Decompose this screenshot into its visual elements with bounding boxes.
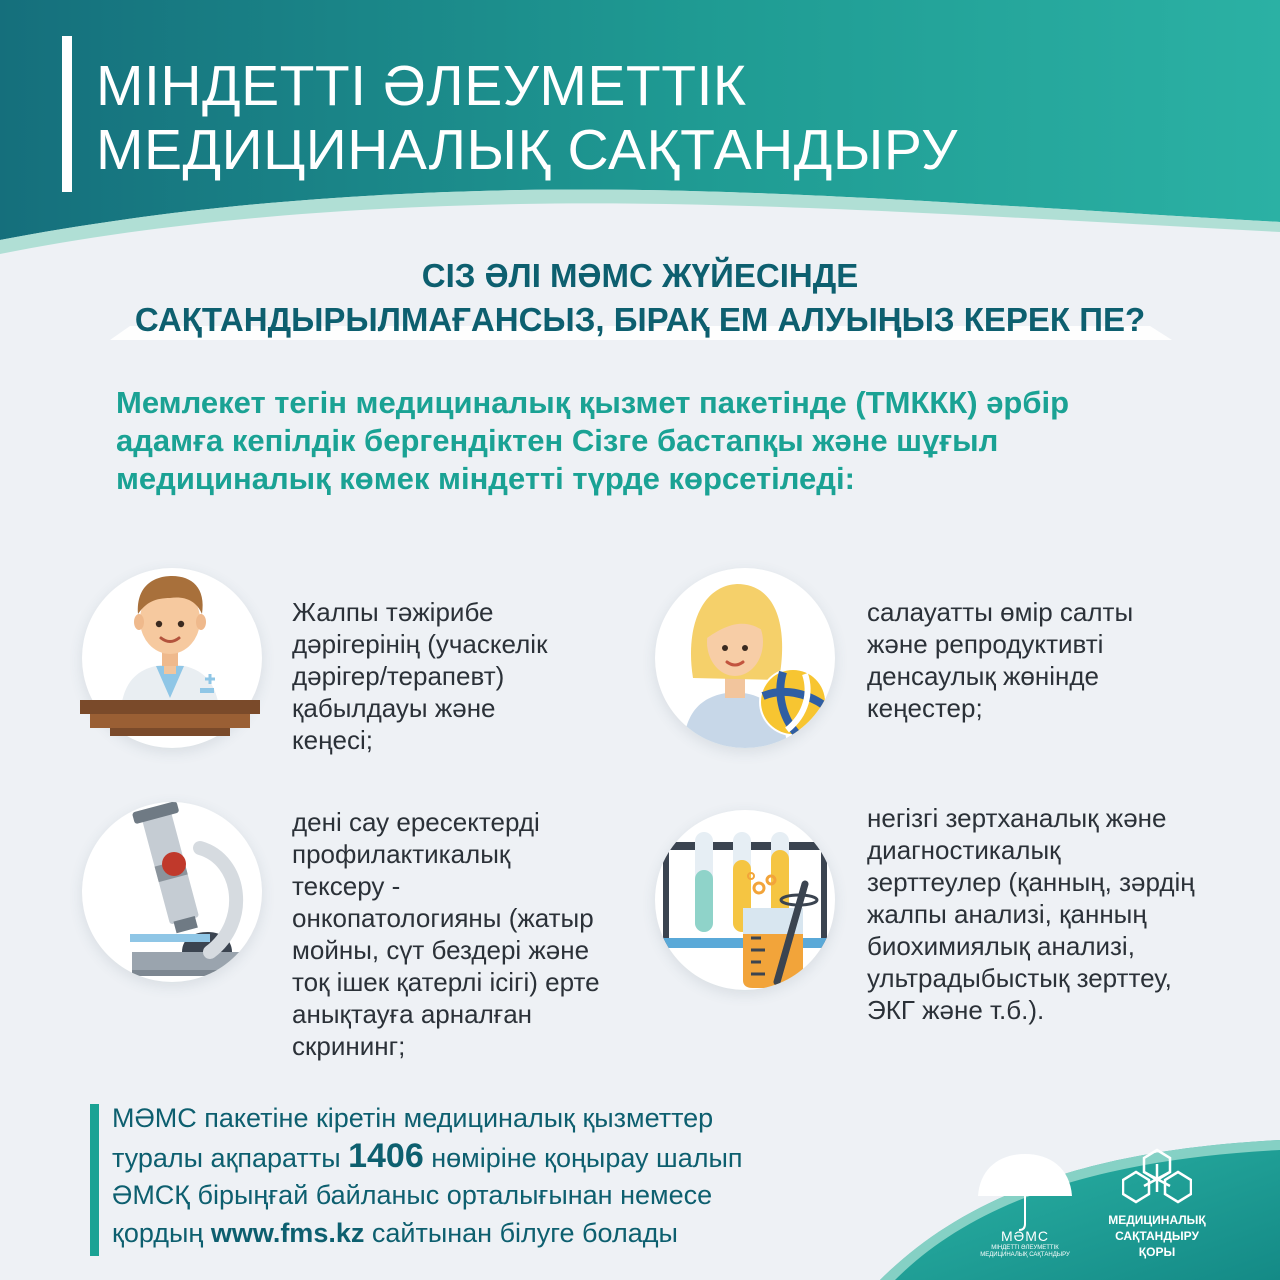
hotline-number: 1406 bbox=[348, 1136, 424, 1175]
question-line-1: СІЗ ӘЛІ МӘМС ЖҮЙЕСІНДЕ bbox=[421, 257, 859, 294]
item-3-text: дені сау ересектерді профилактикалық тексеру - онкопатологияны (жатыр мойны, сүт бездері және тоқ ішек қатерлі ісігі) ерте анықтауға арналған скрининг; bbox=[292, 807, 600, 1061]
intro-text bbox=[116, 384, 1196, 498]
intro-line-1: Мемлекет тегін медициналық қызмет пакетінде (ТМККК) әрбір bbox=[116, 385, 1070, 420]
snowflake-hexagon-icon bbox=[1122, 1146, 1192, 1206]
question-heading bbox=[100, 254, 1180, 342]
footer-line-2: туралы ақпаратты 1406 нөміріне қоңырау шалып bbox=[112, 1136, 743, 1175]
doctor-illustration bbox=[60, 548, 280, 748]
doctor-icon bbox=[60, 548, 280, 748]
website-link[interactable]: www.fms.kz bbox=[210, 1217, 365, 1248]
mems-logo-subtitle: МІНДЕТТІ ӘЛЕУМЕТТІК МЕДИЦИНАЛЫҚ САҚТАНДЫРУ bbox=[980, 1245, 1070, 1258]
footer-line-1: МӘМС пакетіне кіретін медициналық қызметтер bbox=[112, 1103, 714, 1133]
lab-circle bbox=[655, 810, 835, 990]
item-4-text: негізгі зертханалық және диагностикалық зерттеулер (қанның, зәрдің жалпы анализі, қанның биохимиялық анализі, ультрадыбыстық зерттеу, ЭКГ және т.б.). bbox=[867, 803, 1195, 1025]
title-accent-bar bbox=[62, 36, 72, 192]
footer-accent-bar bbox=[90, 1104, 99, 1256]
item-1-text: Жалпы тәжірибе дәрігерінің (учаскелік дәрігер/терапевт) қабылдауы және кеңесі; bbox=[292, 597, 548, 755]
mems-logo-text: МӘМС bbox=[1001, 1228, 1049, 1244]
footer-line-4: қордың www.fms.kz сайтынан білуге болады bbox=[112, 1217, 678, 1248]
microscope-circle bbox=[82, 802, 262, 982]
woman-circle bbox=[655, 568, 835, 748]
footer-info bbox=[112, 1100, 892, 1252]
question-line-2: САҚТАНДЫРЫЛМАҒАНСЫЗ, БІРАҚ ЕМ АЛУЫҢЫЗ КЕРЕК ПЕ? bbox=[134, 301, 1146, 338]
intro-line-2: адамға кепілдік бергендіктен Сізге бастапқы және шұғыл bbox=[116, 423, 999, 458]
microscope-icon bbox=[82, 802, 262, 982]
intro-line-3: медициналық көмек міндетті түрде көрсетіледі: bbox=[116, 461, 855, 496]
woman-volleyball-icon bbox=[655, 568, 835, 748]
footer-line-3: ӘМСҚ бірыңғай байланыс орталығынан немесе bbox=[112, 1180, 713, 1210]
title-line-1: МІНДЕТТІ ӘЛЕУМЕТТІК bbox=[96, 54, 747, 118]
item-2-text: салауатты өмір салты және репродуктивті денсаулық жөнінде кеңестер; bbox=[867, 597, 1134, 723]
title-line-2: МЕДИЦИНАЛЫҚ САҚТАНДЫРУ bbox=[96, 118, 958, 182]
page-title bbox=[96, 54, 958, 182]
lab-tubes-icon bbox=[655, 810, 835, 990]
fund-logo-text: МЕДИЦИНАЛЫҚ САҚТАНДЫРУ ҚОРЫ bbox=[1108, 1213, 1206, 1259]
